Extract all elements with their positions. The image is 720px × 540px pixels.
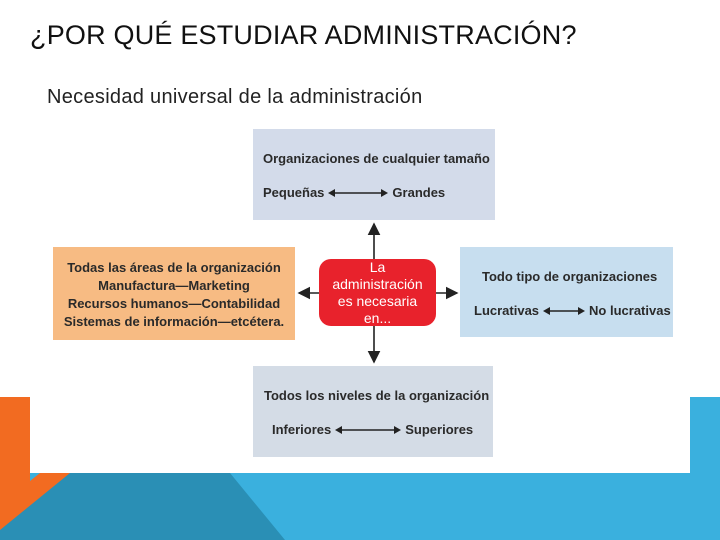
- box-organization-levels: [253, 366, 493, 457]
- slide-title: ¿POR QUÉ ESTUDIAR ADMINISTRACIÓN?: [30, 20, 577, 50]
- box-organization-areas: [53, 247, 295, 340]
- areas-line: Sistemas de información—etcétera.: [63, 314, 285, 329]
- slide-subtitle: Necesidad universal de la administración: [47, 86, 423, 108]
- type-range-from: Lucrativas: [474, 303, 540, 318]
- areas-list: [53, 259, 295, 331]
- areas-line: Todas las áreas de la organización: [67, 260, 281, 275]
- center-concept: La administración es necesaria en...: [319, 259, 436, 326]
- type-range: [474, 303, 671, 318]
- size-range-to: Grandes: [392, 185, 446, 200]
- areas-line: Recursos humanos—Contabilidad: [67, 296, 281, 311]
- size-range: [263, 185, 445, 200]
- box-organization-size-title: Organizaciones de cualquier tamaño: [263, 151, 490, 166]
- double-arrow-icon: [335, 425, 401, 435]
- levels-range: [272, 422, 473, 437]
- box-organization-type: [460, 247, 673, 337]
- type-range-to: No lucrativas: [589, 303, 671, 318]
- size-range-from: Pequeñas: [263, 185, 325, 200]
- levels-range-to: Superiores: [405, 422, 474, 437]
- levels-range-from: Inferiores: [272, 422, 332, 437]
- box-organization-size: [253, 129, 495, 220]
- blue-accent-right: [690, 397, 720, 540]
- box-organization-type-title: Todo tipo de organizaciones: [482, 269, 658, 284]
- double-arrow-icon: [543, 306, 585, 316]
- double-arrow-icon: [328, 188, 388, 198]
- areas-line: Manufactura—Marketing: [98, 278, 250, 293]
- box-organization-levels-title: Todos los niveles de la organización: [264, 388, 490, 403]
